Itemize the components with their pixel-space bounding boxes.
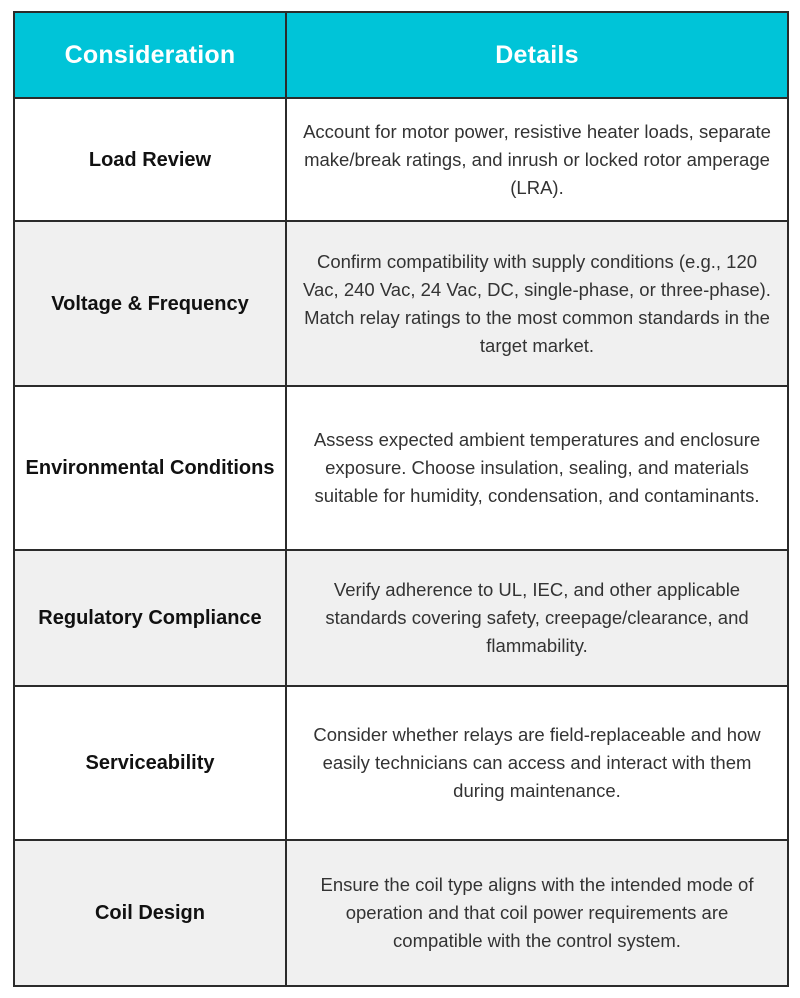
consideration-cell: Load Review: [14, 98, 286, 221]
table-row-coil-design: [14, 840, 788, 986]
consideration-cell: Serviceability: [14, 686, 286, 840]
details-cell: Confirm compatibility with supply conditions (e.g., 120 Vac, 240 Vac, 24 Vac, DC, single-phase, or three-phase). Match relay ratings to the most common standards in the target market.: [286, 221, 788, 386]
details-cell: Consider whether relays are field-replaceable and how easily technicians can access and interact with them during maintenance.: [286, 686, 788, 840]
table-row-environmental-conditions: [14, 386, 788, 550]
consideration-cell: Voltage & Frequency: [14, 221, 286, 386]
table-row-voltage-frequency: [14, 221, 788, 386]
details-cell: Verify adherence to UL, IEC, and other applicable standards covering safety, creepage/clearance, and flammability.: [286, 550, 788, 686]
header-details: Details: [286, 12, 788, 98]
consideration-cell: Regulatory Compliance: [14, 550, 286, 686]
consideration-cell: Coil Design: [14, 840, 286, 986]
details-cell: Account for motor power, resistive heater loads, separate make/break ratings, and inrush or locked rotor amperage (LRA).: [286, 98, 788, 221]
header-row: [14, 12, 788, 98]
details-cell: Assess expected ambient temperatures and enclosure exposure. Choose insulation, sealing, and materials suitable for humidity, condensation, and contaminants.: [286, 386, 788, 550]
table-row-load-review: [14, 98, 788, 221]
details-cell: Ensure the coil type aligns with the intended mode of operation and that coil power requirements are compatible with the control system.: [286, 840, 788, 986]
header-consideration: Consideration: [14, 12, 286, 98]
considerations-table: [13, 11, 789, 987]
table-row-serviceability: [14, 686, 788, 840]
consideration-cell: Environmental Conditions: [14, 386, 286, 550]
table-row-regulatory-compliance: [14, 550, 788, 686]
